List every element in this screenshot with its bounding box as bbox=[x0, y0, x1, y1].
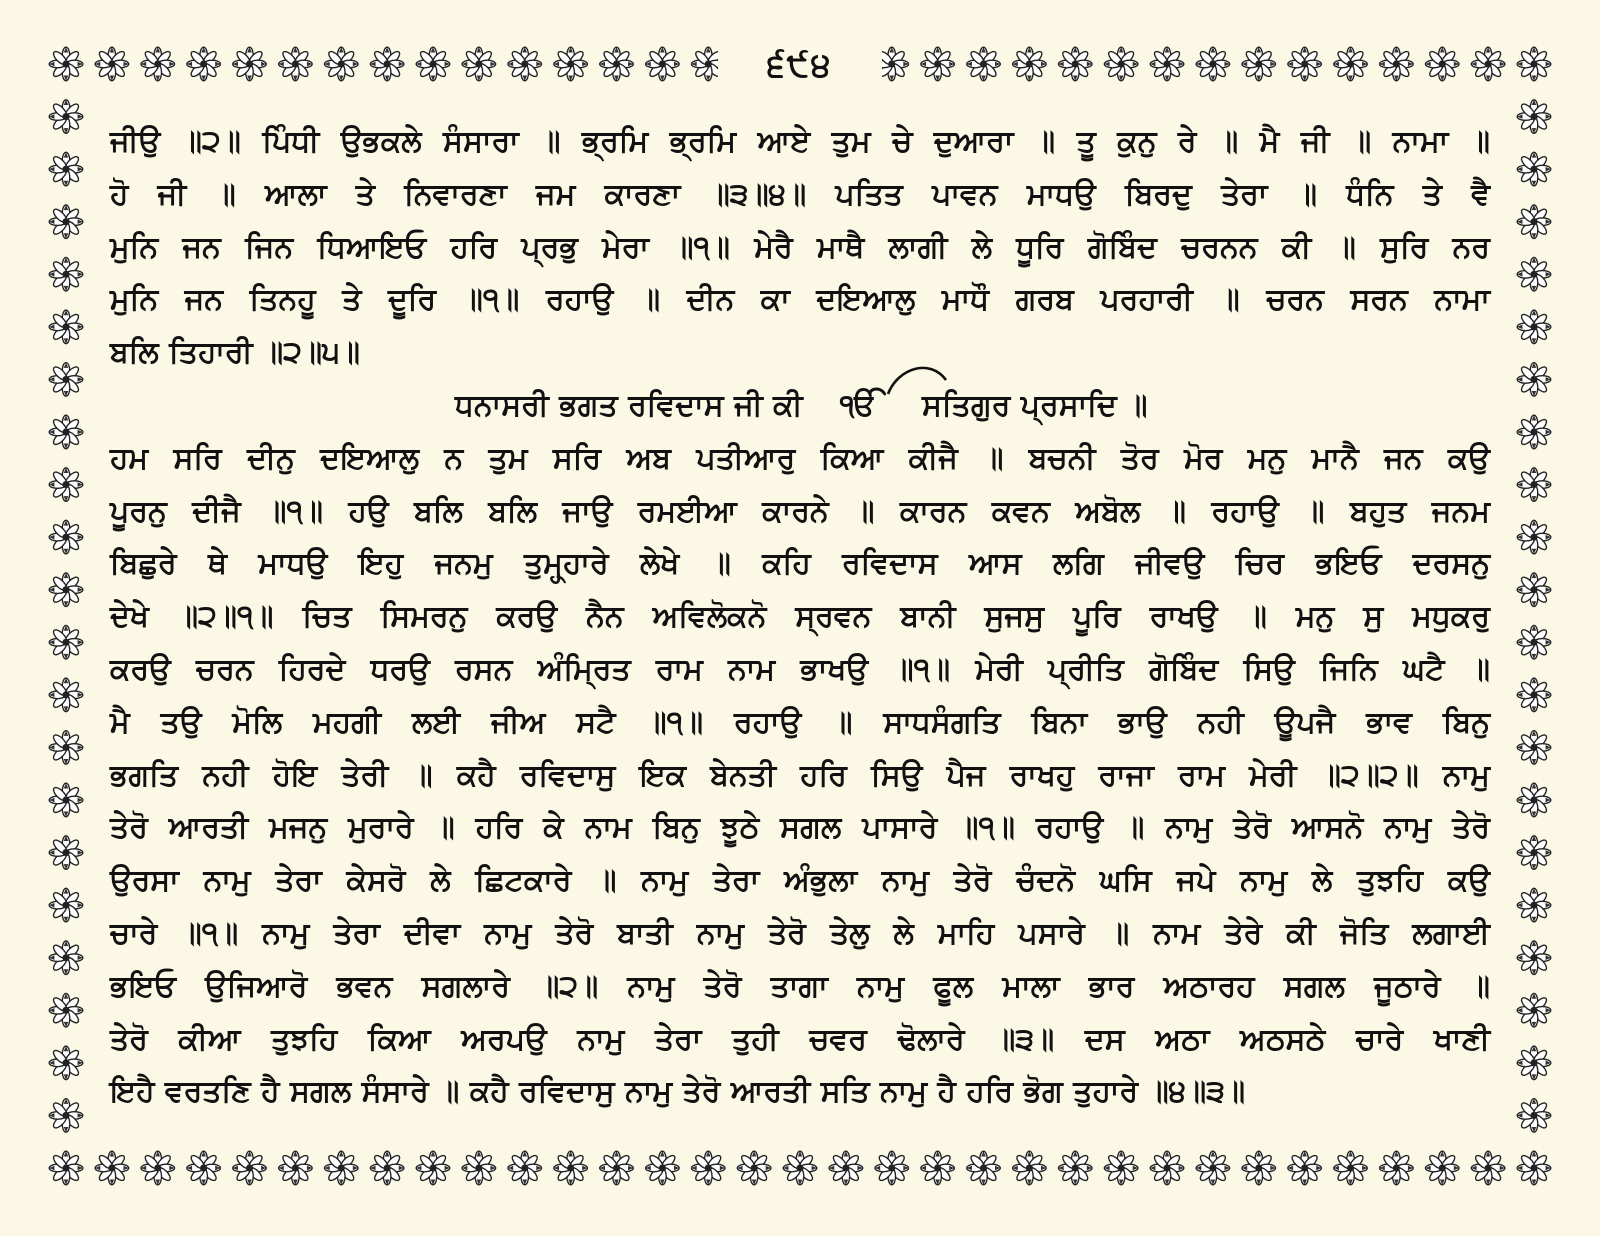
flower-ornament bbox=[1517, 573, 1551, 607]
text-line: ਮੁਨਿ ਜਨ ਤਿਨਹੂ ਤੇ ਦੂਰਿ ॥੧॥ ਰਹਾਉ ॥ ਦੀਨ ਕਾ ਦਇਆਲੁ ਮਾਧੌ ਗਰਬ ਪਰਹਾਰੀ ॥ ਚਰਨ ਸਰਨ ਨਾਮਾ bbox=[110, 282, 1490, 318]
text-line: ਬਲਿ ਤਿਹਾਰੀ ॥੨॥੫॥ bbox=[110, 335, 361, 371]
text-line: ਭਇਓ ਉਜਿਆਰੋ ਭਵਨ ਸਗਲਾਰੇ ॥੨॥ ਨਾਮੁ ਤੇਰੋ ਤਾਗਾ ਨਾਮੁ ਫੂਲ ਮਾਲਾ ਭਾਰ ਅਠਾਰਹ ਸਗਲ ਜੂਠਾਰੇ ॥ bbox=[110, 968, 1490, 1004]
flower-ornament bbox=[1517, 888, 1551, 922]
flower-ornament bbox=[49, 783, 83, 817]
flower-ornament bbox=[49, 1046, 83, 1080]
flower-ornament bbox=[462, 47, 496, 81]
flower-ornament bbox=[1104, 47, 1138, 81]
text-line: ਉਰਸਾ ਨਾਮੁ ਤੇਰਾ ਕੇਸਰੋ ਲੇ ਛਿਟਕਾਰੇ ॥ ਨਾਮੁ ਤੇਰਾ ਅੰਭੁਲਾ ਨਾਮੁ ਤੇਰੋ ਚੰਦਨੋ ਘਸਿ ਜਪੇ ਨਾਮੁ ਲੇ ਤੁਝਹਿ ਕਉ bbox=[110, 863, 1490, 899]
text-line: ਹੋ ਜੀ ॥ ਆਲਾ ਤੇ ਨਿਵਾਰਣਾ ਜਮ ਕਾਰਣਾ ॥੩॥੪॥ ਪਤਿਤ ਪਾਵਨ ਮਾਧਉ ਬਿਰਦੁ ਤੇਰਾ ॥ ਧੰਨਿ ਤੇ ਵੈ bbox=[110, 176, 1490, 212]
flower-ornament bbox=[1517, 152, 1551, 186]
flower-ornament bbox=[233, 1151, 267, 1185]
flower-ornament bbox=[1471, 1151, 1505, 1185]
text-line: ਬਿਛੁਰੇ ਥੇ ਮਾਧਉ ਇਹੁ ਜਨਮੁ ਤੁਮ੍ਹ੍ਹਾਰੇ ਲੇਖੇ ॥ ਕਹਿ ਰਵਿਦਾਸ ਆਸ ਲਗਿ ਜੀਵਉ ਚਿਰ ਭਇਓ ਦਰਸਨੁ bbox=[110, 546, 1490, 582]
flower-ornament bbox=[1058, 1151, 1092, 1185]
flower-ornament bbox=[233, 47, 267, 81]
flower-ornament bbox=[1471, 47, 1505, 81]
flower-ornament bbox=[554, 1151, 588, 1185]
flower-ornament bbox=[49, 415, 83, 449]
flower-ornament bbox=[49, 520, 83, 554]
flower-ornament bbox=[921, 47, 955, 81]
flower-ornament bbox=[1196, 47, 1230, 81]
flower-ornament bbox=[95, 1151, 129, 1185]
flower-ornament bbox=[1517, 415, 1551, 449]
flower-ornament bbox=[370, 1151, 404, 1185]
text-line: ਤੇਰੋ ਆਰਤੀ ਮਜਨੁ ਮੁਰਾਰੇ ॥ ਹਰਿ ਕੇ ਨਾਮ ਬਿਨੁ ਝੂਠੇ ਸਗਲ ਪਾਸਾਰੇ ॥੧॥ ਰਹਾਉ ॥ ਨਾਮੁ ਤੇਰੋ ਆਸਨੋ ਨਾਮੁ ਤੇਰੋ bbox=[110, 810, 1491, 846]
heading-title: ਧਨਾਸਰੀ ਭਗਤ ਰਵਿਦਾਸ ਜੀ ਕੀ bbox=[455, 387, 803, 423]
flower-ornament bbox=[49, 152, 83, 186]
flower-ornament bbox=[416, 1151, 450, 1185]
flower-ornament bbox=[49, 205, 83, 239]
flower-ornament bbox=[49, 836, 83, 870]
flower-ornament bbox=[49, 625, 83, 659]
flower-ornament bbox=[1380, 1151, 1414, 1185]
flower-ornament bbox=[1334, 47, 1368, 81]
flower-ornament bbox=[49, 731, 83, 765]
flower-ornament bbox=[600, 47, 634, 81]
flower-ornament bbox=[49, 941, 83, 975]
flower-ornament bbox=[49, 888, 83, 922]
text-line: ਜੀਉ ॥੨॥ ਪਿੰਧੀ ਉਭਕਲੇ ਸੰਸਾਰਾ ॥ ਭ੍ਰਮਿ ਭ੍ਰਮਿ ਆਏ ਤੁਮ ਚੇ ਦੁਆਰਾ ॥ ਤੂ ਕੁਨੁ ਰੇ ॥ ਮੈ ਜੀ ॥ ਨਾਮਾ ॥ bbox=[110, 124, 1490, 159]
text-line: ਮੈ ਤਉ ਮੋਲਿ ਮਹਗੀ ਲਈ ਜੀਅ ਸਟੈ ॥੧॥ ਰਹਾਉ ॥ ਸਾਧਸੰਗਤਿ ਬਿਨਾ ਭਾਉ ਨਹੀ ਊਪਜੈ ਭਾਵ ਬਿਨੁ bbox=[110, 704, 1490, 740]
flower-ornament bbox=[1517, 310, 1551, 344]
flower-ornament bbox=[1104, 1151, 1138, 1185]
flower-ornament bbox=[49, 1099, 83, 1133]
flower-ornament bbox=[324, 1151, 358, 1185]
flower-ornament bbox=[1288, 1151, 1322, 1185]
flower-ornament bbox=[1517, 205, 1551, 239]
text-line: ਮੁਨਿ ਜਨ ਜਿਨ ਧਿਆਇਓ ਹਰਿ ਪ੍ਰਭੁ ਮੇਰਾ ॥੧॥ ਮੇਰੈ ਮਾਥੈ ਲਾਗੀ ਲੇ ਧੂਰਿ ਗੋਬਿੰਦ ਚਰਨਨ ਕੀ ॥ ਸੁਰਿ ਨਰ bbox=[110, 229, 1490, 265]
flower-ornament bbox=[49, 363, 83, 397]
flower-ornament bbox=[1517, 1099, 1551, 1133]
flower-ornament bbox=[279, 1151, 313, 1185]
page-number: ੬੯੪ bbox=[718, 40, 882, 90]
flower-ornament bbox=[1517, 625, 1551, 659]
flower-ornament bbox=[1517, 100, 1551, 134]
flower-ornament bbox=[324, 47, 358, 81]
shabad-heading bbox=[110, 380, 1490, 433]
flower-ornament bbox=[49, 1151, 83, 1185]
flower-ornament bbox=[1425, 47, 1459, 81]
flower-ornament bbox=[141, 47, 175, 81]
flower-ornament bbox=[1517, 836, 1551, 870]
flower-ornament bbox=[279, 47, 313, 81]
flower-ornament bbox=[1517, 468, 1551, 502]
flower-ornament bbox=[49, 678, 83, 712]
flower-ornament bbox=[1517, 678, 1551, 712]
flower-ornament bbox=[1517, 520, 1551, 554]
flower-ornament bbox=[187, 1151, 221, 1185]
flower-ornament bbox=[691, 1151, 725, 1185]
flower-ornament bbox=[967, 1151, 1001, 1185]
flower-ornament bbox=[829, 1151, 863, 1185]
flower-ornament bbox=[49, 100, 83, 134]
text-line: ਦੇਖੇ ॥੨॥੧॥ ਚਿਤ ਸਿਮਰਨੁ ਕਰਉ ਨੈਨ ਅਵਿਲੋਕਨੋ ਸ੍ਰਵਨ ਬਾਨੀ ਸੁਜਸੁ ਪੂਰਿ ਰਾਖਉ ॥ ਮਨੁ ਸੁ ਮਧੁਕਰੁ bbox=[110, 599, 1490, 635]
flower-ornament bbox=[1517, 1151, 1551, 1185]
flower-ornament bbox=[1242, 47, 1276, 81]
text-line: ਚਾਰੇ ॥੧॥ ਨਾਮੁ ਤੇਰਾ ਦੀਵਾ ਨਾਮੁ ਤੇਰੋ ਬਾਤੀ ਨਾਮੁ ਤੇਰੋ ਤੇਲੁ ਲੇ ਮਾਹਿ ਪਸਾਰੇ ॥ ਨਾਮ ਤੇਰੇ ਕੀ ਜੋਤਿ ਲਗਾਈ bbox=[110, 915, 1490, 951]
flower-ornament bbox=[370, 47, 404, 81]
flower-ornament bbox=[187, 47, 221, 81]
flower-ornament bbox=[1334, 1151, 1368, 1185]
flower-ornament bbox=[49, 257, 83, 291]
ik-onkar-glyph: ੴ bbox=[840, 387, 877, 423]
flower-ornament bbox=[1517, 941, 1551, 975]
flower-ornament bbox=[1517, 257, 1551, 291]
flower-ornament bbox=[1517, 783, 1551, 817]
flower-ornament bbox=[1517, 993, 1551, 1027]
flower-ornament bbox=[416, 47, 450, 81]
flower-ornament bbox=[967, 47, 1001, 81]
flower-ornament bbox=[600, 1151, 634, 1185]
flower-ornament bbox=[462, 1151, 496, 1185]
flower-ornament bbox=[95, 47, 129, 81]
flower-ornament bbox=[508, 1151, 542, 1185]
flower-ornament bbox=[1517, 731, 1551, 765]
text-line: ਕਰਉ ਚਰਨ ਹਿਰਦੇ ਧਰਉ ਰਸਨ ਅੰਮ੍ਰਿਤ ਰਾਮ ਨਾਮ ਭਾਖਉ ॥੧॥ ਮੇਰੀ ਪ੍ਰੀਤਿ ਗੋਬਿੰਦ ਸਿਉ ਜਿਨਿ ਘਟੈ ॥ bbox=[110, 651, 1490, 687]
flower-ornament bbox=[1380, 47, 1414, 81]
flower-ornament bbox=[1517, 363, 1551, 397]
flower-ornament bbox=[646, 1151, 680, 1185]
flower-ornament bbox=[141, 1151, 175, 1185]
flower-ornament bbox=[1517, 1046, 1551, 1080]
flower-ornament bbox=[1058, 47, 1092, 81]
text-line: ਤੇਰੋ ਕੀਆ ਤੁਝਹਿ ਕਿਆ ਅਰਪਉ ਨਾਮੁ ਤੇਰਾ ਤੁਹੀ ਚਵਰ ਢੋਲਾਰੇ ॥੩॥ ਦਸ ਅਠਾ ਅਠਸਠੇ ਚਾਰੇ ਖਾਣੀ bbox=[110, 1021, 1490, 1057]
flower-ornament bbox=[783, 1151, 817, 1185]
flower-ornament bbox=[737, 1151, 771, 1185]
flower-ornament bbox=[49, 47, 83, 81]
flower-ornament bbox=[1150, 47, 1184, 81]
flower-ornament bbox=[646, 47, 680, 81]
text-line: ਹਮ ਸਰਿ ਦੀਨੁ ਦਇਆਲੁ ਨ ਤੁਮ ਸਰਿ ਅਬ ਪਤੀਆਰੁ ਕਿਆ ਕੀਜੈ ॥ ਬਚਨੀ ਤੋਰ ਮੋਰ ਮਨੁ ਮਾਨੈ ਜਨ ਕਉ bbox=[110, 440, 1490, 476]
flower-ornament bbox=[921, 1151, 955, 1185]
scripture-text bbox=[110, 116, 1490, 1119]
flower-ornament bbox=[508, 47, 542, 81]
flower-ornament bbox=[1425, 1151, 1459, 1185]
flower-ornament bbox=[1150, 1151, 1184, 1185]
flower-ornament bbox=[1288, 47, 1322, 81]
flower-ornament bbox=[875, 1151, 909, 1185]
ik-onkar-symbol bbox=[840, 380, 877, 433]
flower-ornament bbox=[1013, 1151, 1047, 1185]
heading-invocation: ਸਤਿਗੁਰ ਪ੍ਰਸਾਦਿ ॥ bbox=[922, 387, 1148, 423]
flower-ornament bbox=[1517, 47, 1551, 81]
flower-ornament bbox=[49, 310, 83, 344]
flower-ornament bbox=[49, 573, 83, 607]
flower-ornament bbox=[554, 47, 588, 81]
flower-ornament bbox=[1242, 1151, 1276, 1185]
text-line: ਇਹੈ ਵਰਤਣਿ ਹੈ ਸਗਲ ਸੰਸਾਰੇ ॥ ਕਹੈ ਰਵਿਦਾਸੁ ਨਾਮੁ ਤੇਰੋ ਆਰਤੀ ਸਤਿ ਨਾਮੁ ਹੈ ਹਰਿ ਭੋਗ ਤੁਹਾਰੇ ॥੪॥੩॥ bbox=[110, 1074, 1246, 1110]
flower-ornament bbox=[1013, 47, 1047, 81]
text-line: ਭਗਤਿ ਨਹੀ ਹੋਇ ਤੇਰੀ ॥ ਕਹੈ ਰਵਿਦਾਸੁ ਇਕ ਬੇਨਤੀ ਹਰਿ ਸਿਉ ਪੈਜ ਰਾਖਹੁ ਰਾਜਾ ਰਾਮ ਮੇਰੀ ॥੨॥੨॥ ਨਾਮੁ bbox=[110, 757, 1490, 793]
text-line: ਪੂਰਨੁ ਦੀਜੈ ॥੧॥ ਹਉ ਬਲਿ ਬਲਿ ਜਾਉ ਰਮਈਆ ਕਾਰਨੇ ॥ ਕਾਰਨ ਕਵਨ ਅਬੋਲ ॥ ਰਹਾਉ ॥ ਬਹੁਤ ਜਨਮ bbox=[110, 493, 1490, 529]
flower-ornament bbox=[1196, 1151, 1230, 1185]
flower-ornament bbox=[49, 468, 83, 502]
flower-ornament bbox=[49, 993, 83, 1027]
